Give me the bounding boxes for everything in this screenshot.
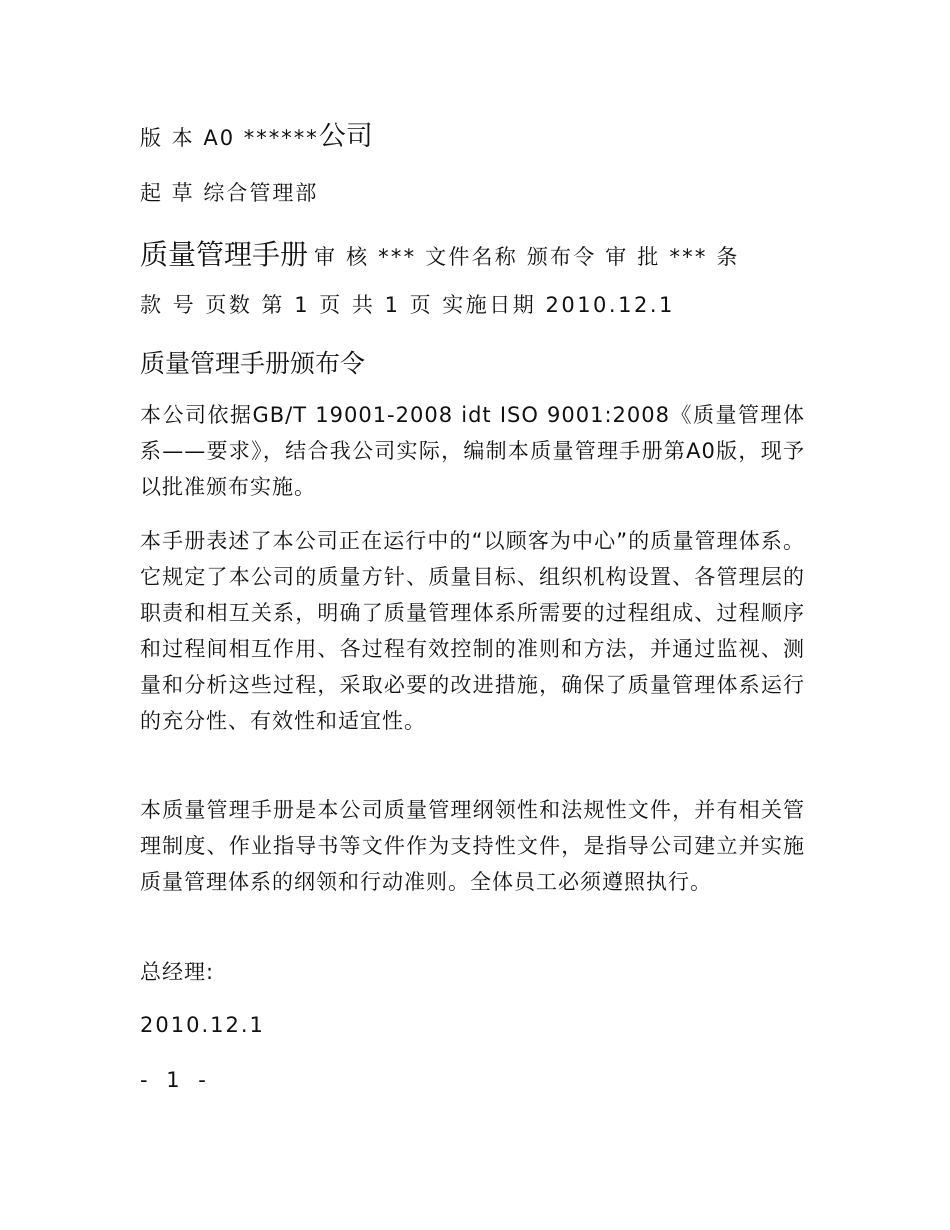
document-heading: 质量管理手册颁布令: [140, 349, 366, 378]
paragraph-1: 本公司依据GB/T 19001-2008 idt ISO 9001:2008《质量管理体系——要求》，结合我公司实际，编制本质量管理手册第A0版，现予以批准颁布实施。: [140, 403, 805, 499]
version-line: [140, 114, 373, 153]
company-name: 公司: [318, 121, 373, 152]
draft-line: 起 草 综合管理部: [140, 181, 319, 205]
meta-line-2: 款 号 页数 第 1 页 共 1 页 实施日期 2010.12.1: [140, 293, 675, 317]
manual-title: 质量管理手册: [140, 238, 309, 271]
sign-date: 2010.12.1: [140, 1013, 265, 1037]
paragraph-2: 本手册表述了本公司正在运行中的“以顾客为中心”的质量管理体系。它规定了本公司的质量方针、质量目标、组织机构设置、各管理层的职责和相互关系，明确了质量管理体系所需要的过程组成、过程顺序和过程间相互作用、各过程有效控制的准则和方法，并通过监视、测量和分析这些过程，采取必要的改进措施，确保了质量管理体系运行的充分性、有效性和适宜性。: [140, 529, 805, 733]
version-text: 版 本 A0 ******: [140, 126, 319, 150]
paragraph-3: 本质量管理手册是本公司质量管理纲领性和法规性文件，并有相关管理制度、作业指导书等文件作为支持性文件，是指导公司建立并实施质量管理体系的纲领和行动准则。全体员工必须遵照执行。: [140, 798, 805, 894]
signatory-label: 总经理:: [140, 960, 215, 984]
meta-line-1: 审 核 *** 文件名称 颁布令 审 批 *** 条: [314, 245, 740, 269]
title-meta-line: [140, 233, 740, 273]
page-number: - 1 -: [140, 1068, 212, 1092]
